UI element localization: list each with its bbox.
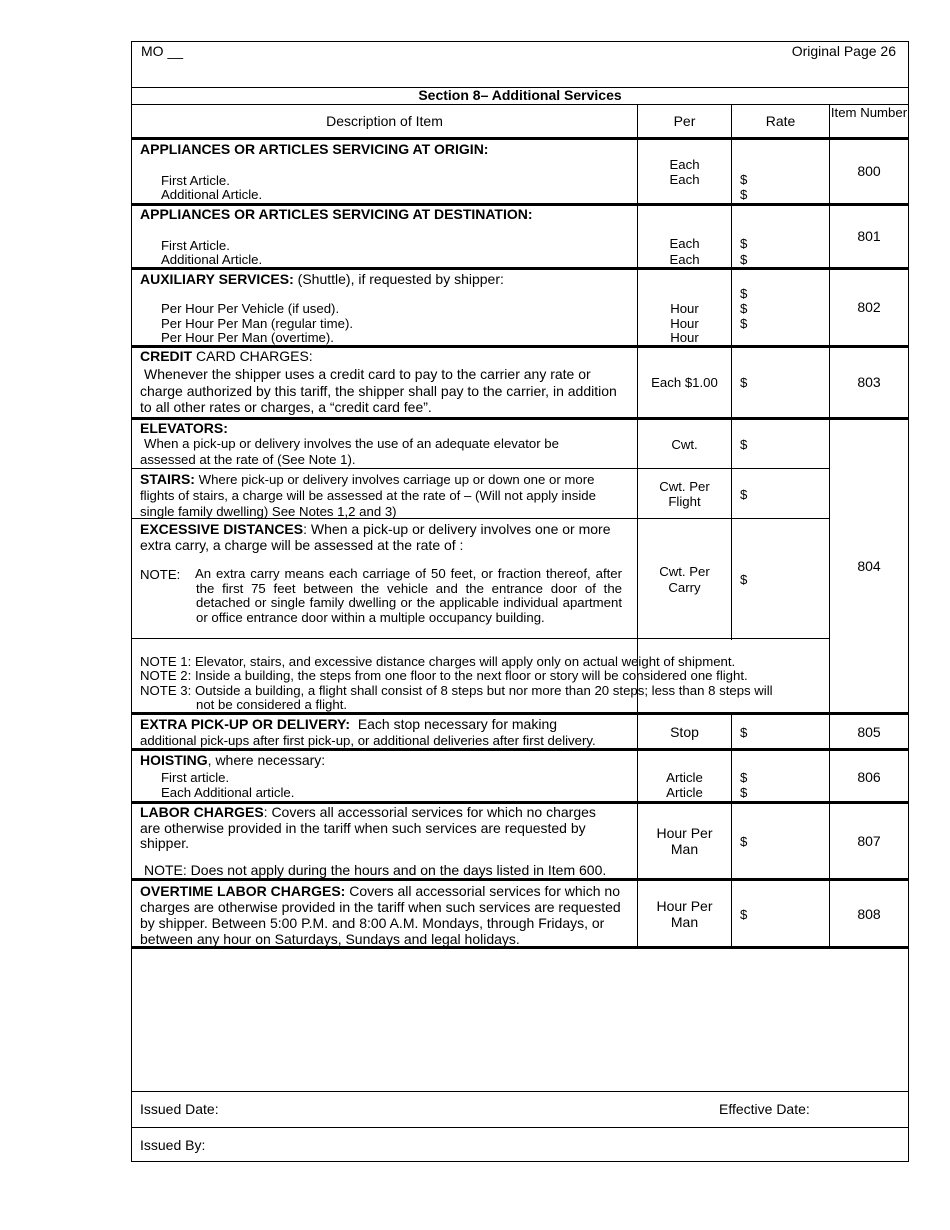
rule [132, 104, 908, 105]
item-804-stairs-rate: $ [740, 487, 748, 502]
item-805-per: Stop [670, 724, 699, 740]
column-divider [637, 104, 638, 947]
item-802-line-3: Per Hour Per Man (overtime). [161, 330, 334, 345]
item-802-rate-1: $ [740, 286, 748, 301]
item-806-line-1: First article. [161, 770, 230, 785]
item-806-title-bold: HOISTING [140, 752, 208, 768]
item-802-per-2: Hour [670, 316, 699, 331]
item-806-title-rest: , where necessary: [207, 752, 326, 768]
item-804-stairs-per-1: Cwt. Per [659, 479, 710, 494]
item-808-body: Covers all accessorial services for which no charges are otherwise provided in the tariff when such services are requested by shipper. Between 5:00 P.M. and 8:00 A.M. Mondays, through Fridays, or between any hour on Saturdays, Sundays and legal holidays. [140, 883, 621, 947]
item-805-title: EXTRA PICK-UP OR DELIVERY: [140, 716, 351, 732]
column-header-rate: Rate [765, 113, 796, 129]
item-801-number: 801 [857, 228, 881, 244]
item-804-stairs [140, 471, 630, 520]
item-807-title: LABOR CHARGES [140, 804, 264, 820]
item-808-desc [140, 883, 625, 947]
item-801-per-2: Each [669, 252, 700, 267]
item-803-title-rest: CARD CHARGES: [192, 348, 313, 364]
mo-number: MO __ [141, 43, 184, 59]
item-801-title: APPLIANCES OR ARTICLES SERVICING AT DESTINATION: [140, 206, 533, 222]
item-802-per-3: Hour [670, 330, 699, 345]
item-801-per-1: Each [669, 236, 700, 251]
item-807-note: NOTE: Does not apply during the hours and on the days listed in Item 600. [144, 862, 607, 878]
item-800-per-1: Each [669, 157, 700, 172]
item-802-number: 802 [857, 299, 881, 315]
rule [132, 1091, 908, 1092]
item-804-stairs-per-2: Flight [668, 494, 701, 509]
item-800-number: 800 [857, 163, 881, 179]
effective-date-label: Effective Date: [719, 1101, 810, 1117]
item-808-number: 808 [857, 906, 881, 922]
item-806-per-2: Article [666, 785, 703, 800]
column-header-item-number: Item Number [830, 105, 908, 120]
item-800-rate-2: $ [740, 187, 748, 202]
item-804-note-3: NOTE 3: Outside a building, a flight shall consist of 8 steps but nor more than 20 steps; less than 8 steps will [140, 683, 773, 698]
item-804-elevators-per: Cwt. [671, 437, 698, 452]
item-802-title-rest: (Shuttle), if requested by shipper: [293, 271, 504, 287]
item-804-stairs-title: STAIRS: [140, 471, 195, 487]
item-807-per-1: Hour Per [656, 825, 713, 841]
item-806-line-2: Each Additional article. [161, 785, 295, 800]
item-800-rate-1: $ [740, 172, 748, 187]
item-802-rate-2: $ [740, 301, 748, 316]
item-800-line-2: Additional Article. [161, 187, 263, 202]
rule [132, 267, 908, 270]
item-802-title-bold: AUXILIARY SERVICES: [140, 271, 294, 287]
item-801-rate-2: $ [740, 252, 748, 267]
item-804-stairs-body: Where pick-up or delivery involves carriage up or down one or more flights of stairs, a charge will be assessed at the rate of – (Will not apply inside single family dwelling) See Notes 1,2 and 3) [140, 472, 596, 519]
item-807-body: : Covers all accessorial services for which no charges are otherwise provided in the tariff when such services are requested by shipper. [140, 804, 596, 851]
item-808-title: OVERTIME LABOR CHARGES: [140, 883, 346, 899]
item-803-title-bold: CREDIT [140, 348, 193, 364]
item-804-distance-title: EXCESSIVE DISTANCES [140, 521, 304, 537]
item-804-distance-note: An extra carry means each carriage of 50 feet, or fraction thereof, after the first 75 feet between the vehicle and the entrance door of the detached or single family dwelling or the applicable individual apartment or office entrance door within a multiple occupancy building. [195, 566, 622, 626]
item-803-per: Each $1.00 [651, 375, 718, 390]
item-804-distance [140, 521, 630, 553]
item-803-title [140, 349, 313, 364]
item-802-line-1: Per Hour Per Vehicle (if used). [161, 301, 340, 316]
rule [132, 468, 830, 469]
item-805-number: 805 [857, 724, 881, 740]
item-804-distance-note-label: NOTE: [140, 567, 181, 582]
item-808-per-2: Man [670, 914, 699, 930]
item-805-rate: $ [740, 725, 748, 740]
item-801-line-2: Additional Article. [161, 252, 263, 267]
item-804-number: 804 [857, 558, 881, 574]
item-804-elevators-body: When a pick-up or delivery involves the use of an adequate elevator be assessed at the rate of (See Note 1). [140, 436, 559, 467]
item-805-body-1: Each stop necessary for making [357, 716, 558, 732]
page-number: Original Page 26 [791, 43, 896, 59]
rule [132, 638, 830, 639]
issued-by-label: Issued By: [140, 1137, 206, 1153]
item-804-distance-rate: $ [740, 572, 748, 587]
item-805-line-1 [140, 717, 557, 732]
item-806-title [140, 753, 325, 768]
rule [132, 878, 908, 881]
item-808-rate: $ [740, 907, 748, 922]
item-804-elevators-rate: $ [740, 437, 748, 452]
item-806-rate-2: $ [740, 785, 748, 800]
item-806-rate-1: $ [740, 770, 748, 785]
item-802-title [140, 272, 504, 287]
issued-date-label: Issued Date: [140, 1101, 219, 1117]
item-804-note-1: NOTE 1: Elevator, stairs, and excessive distance charges will apply only on actual weight of shipment. [140, 654, 736, 669]
item-804-distance-body: : When a pick-up or delivery involves one or more extra carry, a charge will be assessed at the rate of : [140, 521, 611, 553]
item-803-rate: $ [740, 375, 748, 390]
rule [132, 748, 908, 751]
item-801-rate-1: $ [740, 236, 748, 251]
item-805-body-2: additional pick-ups after first pick-up, or additional deliveries after first delivery. [140, 733, 596, 748]
item-803-body: Whenever the shipper uses a credit card to pay to the carrier any rate or charge authorized by this tariff, the shipper shall pay to the carrier, in addition to all other rates or charges, a “credit card fee”. [140, 366, 617, 415]
item-804-distance-per-2: Carry [668, 580, 701, 595]
item-800-title: APPLIANCES OR ARTICLES SERVICING AT ORIGIN: [140, 141, 489, 157]
item-807-per-2: Man [670, 841, 699, 857]
item-804-note-2: NOTE 2: Inside a building, the steps from one floor to the next floor or story will be considered one flight. [140, 668, 748, 683]
item-802-line-2: Per Hour Per Man (regular time). [161, 316, 354, 331]
rule [132, 712, 908, 715]
item-800-per-2: Each [669, 172, 700, 187]
item-807-number: 807 [857, 833, 881, 849]
item-804-elevators-title: ELEVATORS: [140, 420, 228, 436]
item-808-per-1: Hour Per [656, 898, 713, 914]
rule [132, 417, 908, 420]
item-804-note-3-cont: not be considered a flight. [196, 697, 348, 712]
item-800-line-1: First Article. [161, 173, 230, 188]
rule [132, 1127, 908, 1128]
column-header-per: Per [673, 113, 696, 129]
section-title: Section 8– Additional Services [418, 87, 622, 103]
item-801-line-1: First Article. [161, 238, 230, 253]
column-divider [731, 104, 732, 947]
item-807-rate: $ [740, 834, 748, 849]
item-804-distance-per-1: Cwt. Per [659, 564, 710, 579]
column-header-description: Description of Item [326, 113, 443, 129]
item-806-per-1: Article [666, 770, 703, 785]
item-802-per-1: Hour [670, 301, 699, 316]
item-802-rate-3: $ [740, 316, 748, 331]
item-806-number: 806 [857, 769, 881, 785]
rule [132, 137, 908, 140]
item-803-number: 803 [857, 374, 881, 390]
tariff-page [131, 41, 909, 1162]
item-807-desc [140, 805, 615, 852]
